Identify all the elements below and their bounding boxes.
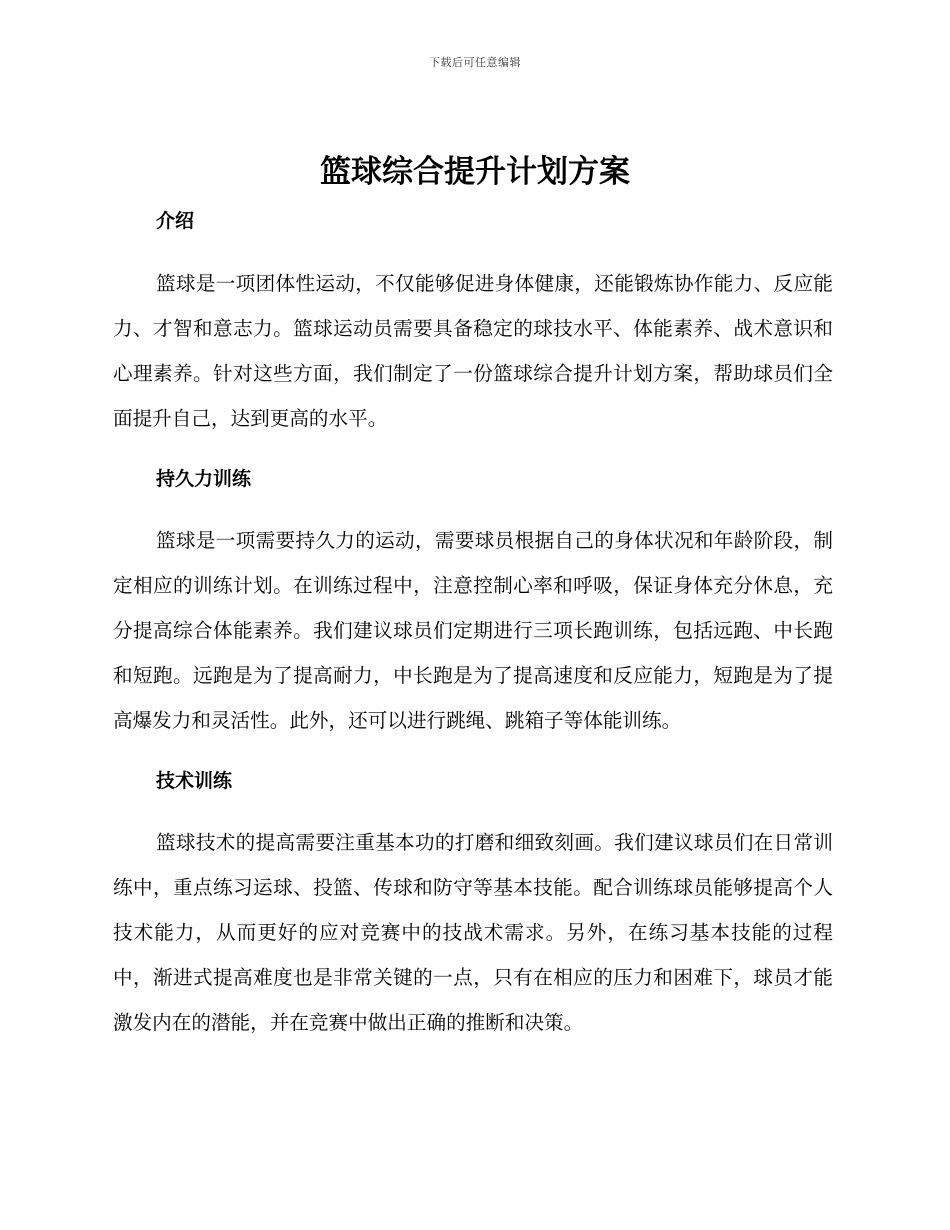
section-heading-endurance-training: 持久力训练 [156, 468, 252, 490]
page-header-note: 下载后可任意编辑 [429, 56, 521, 69]
document-body [113, 205, 833, 1045]
section-heading-introduction: 介绍 [156, 210, 195, 232]
section-heading-technical-training: 技术训练 [156, 770, 233, 792]
document-title: 篮球综合提升计划方案 [320, 154, 630, 190]
section-paragraph-technical-training: 篮球技术的提高需要注重基本功的打磨和细致刻画。我们建议球员们在日常训练中，重点练习运球、投篮、传球和防守等基本技能。配合训练球员能够提高个人技术能力，从而更好的应对竞赛中的技战术需求。另外，在练习基本技能的过程中，渐进式提高难度也是非常关键的一点，只有在相应的压力和困难下，球员才能激发内在的潜能，并在竞赛中做出正确的推断和决策。 [113, 831, 833, 1034]
section-paragraph-introduction: 篮球是一项团体性运动，不仅能够促进身体健康，还能锻炼协作能力、反应能力、才智和意志力。篮球运动员需要具备稳定的球技水平、体能素养、战术意识和心理素养。针对这些方面，我们制定了一份篮球综合提升计划方案，帮助球员们全面提升自己，达到更高的水平。 [113, 272, 833, 430]
section-paragraph-endurance-training: 篮球是一项需要持久力的运动，需要球员根据自己的身体状况和年龄阶段，制定相应的训练计划。在训练过程中，注意控制心率和呼吸，保证身体充分休息，充分提高综合体能素养。我们建议球员们定期进行三项长跑训练，包括远跑、中长跑和短跑。远跑是为了提高耐力，中长跑是为了提高速度和反应能力，短跑是为了提高爆发力和灵活性。此外，还可以进行跳绳、跳箱子等体能训练。 [113, 529, 833, 732]
